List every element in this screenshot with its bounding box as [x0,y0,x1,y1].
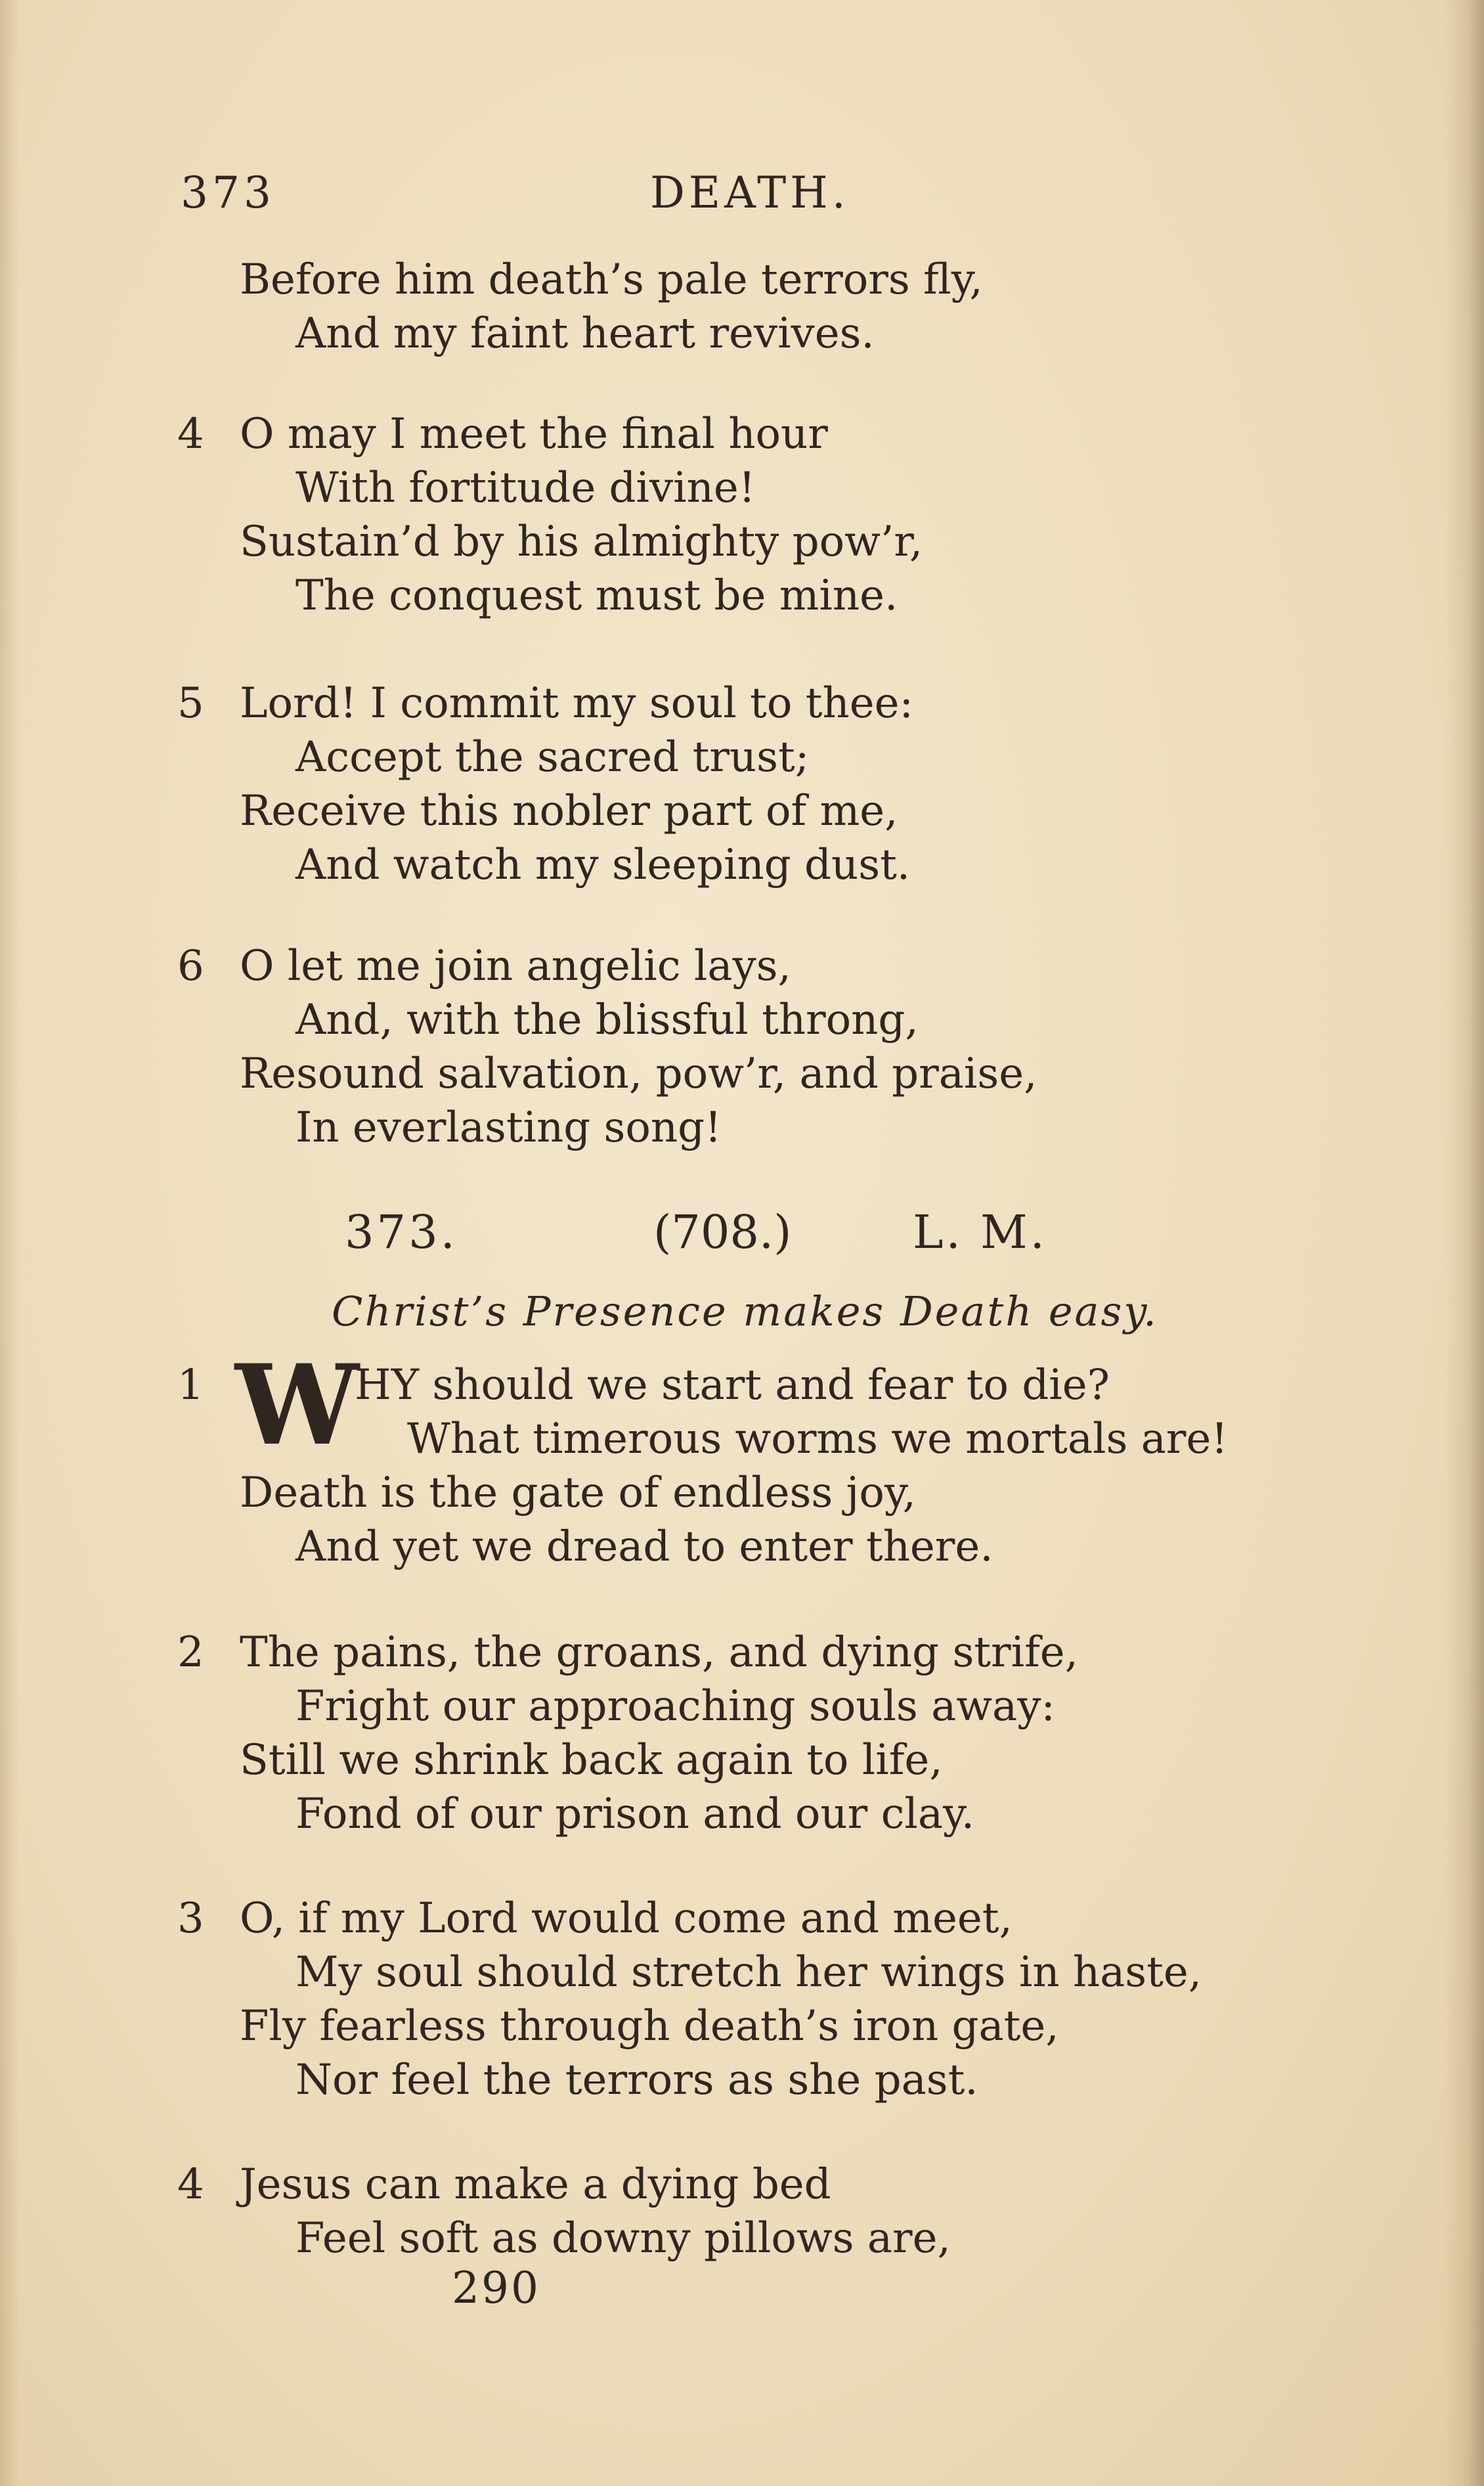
verse-line: What timerous worms we mortals are! [407,1415,1228,1463]
hymn-heading [345,1205,1330,1264]
page-number: 373 [181,167,275,218]
folio-number: 290 [452,2263,540,2313]
verse-line: And, with the blissful throng, [295,996,919,1044]
verse-line: Feel soft as downy pillows are, [295,2214,951,2263]
stanza-number: 2 [177,1628,204,1677]
stanza-number: 3 [177,1894,204,1943]
hymn-reference: (708.) [653,1205,792,1259]
stanza-2 [177,1626,1326,1841]
hymn-meter: L. M. [913,1205,1047,1259]
verse-line: Nor feel the terrors as she past. [295,2056,978,2104]
verse-line: And my faint heart revives. [295,309,875,358]
hymn-number: 373. [345,1205,458,1259]
stanza-number: 4 [177,2160,204,2209]
verse-line: With fortitude divine! [295,464,756,512]
verse-line: 1 W HY should we start and fear to die? [177,1340,1110,1470]
verse-line: 4 O may I meet the final hour [177,407,1326,461]
verse-line: Fly fearless through death’s iron gate, [240,2002,1059,2051]
page-shadow-right [1445,0,1484,2486]
verse-line: The conquest must be mine. [295,571,898,620]
verse-line: Accept the sacred trust; [295,733,810,782]
verse-line: In everlasting song! [295,1103,722,1152]
verse-line: Before him death’s pale terrors fly, [240,255,983,304]
stanza-continued [177,253,1326,361]
stanza-number: 4 [177,410,204,458]
verse-line: And watch my sleeping dust. [295,841,911,889]
verse-line: Sustain’d by his almighty pow’r, [240,518,923,566]
verse-line: Resound salvation, pow’r, and praise, [240,1050,1037,1098]
page-shadow-left [0,0,20,2486]
stanza-number: 6 [177,942,204,990]
verse-line: Still we shrink back again to life, [240,1736,943,1785]
verse-line: Fond of our prison and our clay. [295,1790,975,1838]
verse-line: 4 Jesus can make a dying bed [177,2158,1326,2211]
verse-line: 6 O let me join angelic lays, [177,939,1326,993]
verse-line: Death is the gate of endless joy, [240,1469,916,1517]
stanza-3 [177,1892,1326,2107]
drop-cap: W [235,1340,359,1470]
verse-line: Fright our approaching souls away: [295,1682,1055,1731]
stanza-number: 5 [177,679,204,728]
stanza-4 [177,407,1326,623]
stanza-number: 1 [177,1361,204,1409]
verse-line: 5 Lord! I commit my soul to thee: [177,677,1326,730]
stanza-6 [177,939,1326,1155]
running-header [181,167,870,220]
verse-line: Receive this nobler part of me, [240,787,898,835]
verse-line: And yet we dread to enter there. [295,1522,993,1571]
verse-line: 2 The pains, the groans, and dying strife, [177,1626,1326,1679]
stanza-5 [177,677,1326,892]
running-title: DEATH. [650,167,850,218]
stanza-1 [177,1340,1326,1574]
hymn-title: Christ’s Presence makes Death easy. [332,1287,1158,1335]
verse-line: 3 O, if my Lord would come and meet, [177,1892,1326,1945]
verse-line: My soul should stretch her wings in haste, [295,1948,1202,1997]
stanza-4-new [177,2158,1326,2265]
